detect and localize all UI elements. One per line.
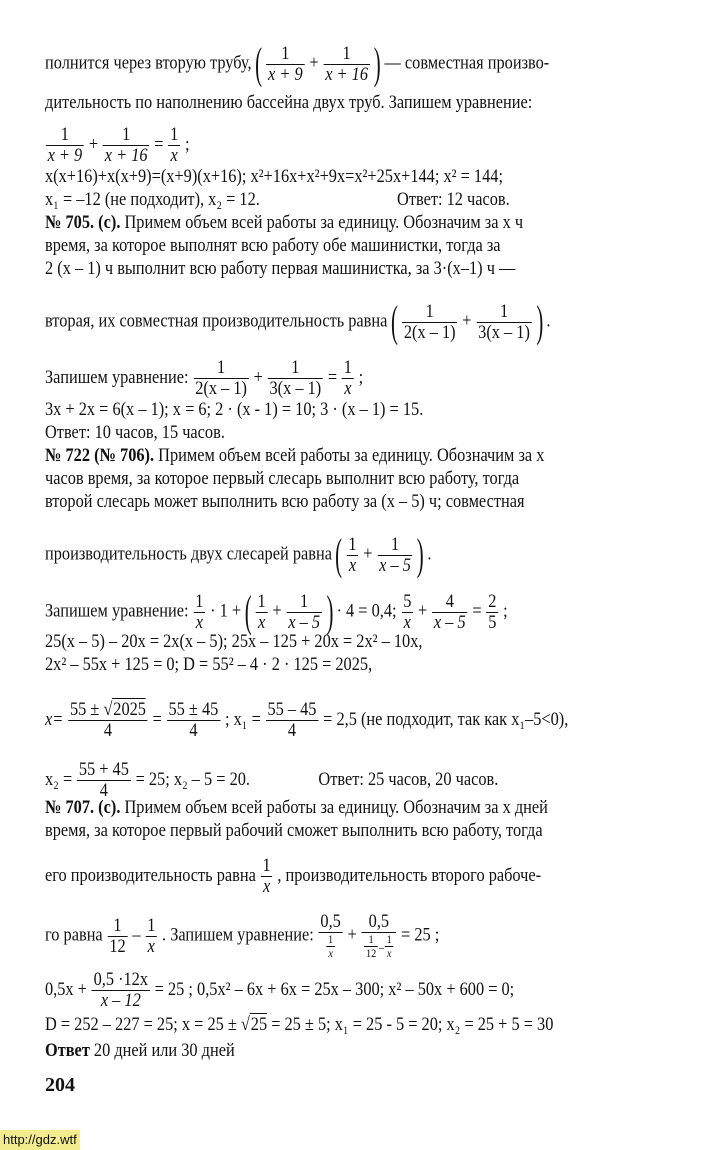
- text: x₂ =: [45, 768, 73, 790]
- text-line: [45, 654, 372, 676]
- operator: +: [88, 133, 99, 155]
- text: = 25 ;: [401, 924, 440, 946]
- answer: 20 дней или 30 дней: [89, 1040, 235, 1061]
- text: x=: [45, 708, 64, 730]
- numerator: 2: [488, 590, 497, 612]
- numerator: 0,5 ·12x: [93, 969, 149, 990]
- text: .: [546, 310, 551, 332]
- numerator: 1: [323, 44, 369, 65]
- operator: =: [327, 366, 338, 388]
- numerator: 1: [476, 302, 531, 323]
- text: = 25 ; 0,5x² – 6x + 6x = 25x – 300; x² – 50x + 600 = 0;: [154, 978, 515, 1000]
- text-line: [45, 399, 423, 421]
- left-paren: (: [335, 530, 343, 579]
- operator: +: [363, 543, 373, 565]
- left-paren: (: [390, 297, 398, 346]
- fraction: [145, 916, 157, 957]
- operator: +: [272, 600, 282, 622]
- numerator: 1: [343, 357, 352, 378]
- text: 2x² – 55x + 125 = 0; D = 55² – 4 · 2 · 125 = 2025,: [45, 654, 373, 675]
- denominator: 4: [103, 720, 113, 741]
- text: = 25 ± 5; x₁ = 25 - 5 = 20; x₂ = 25 + 5 = 30: [267, 1014, 554, 1035]
- fraction: [377, 535, 412, 576]
- numerator: 1: [268, 358, 323, 379]
- text: Запишем уравнение:: [45, 600, 189, 622]
- numerator: 1: [103, 125, 149, 146]
- sqrt-radicand: 2025: [113, 699, 146, 720]
- text-line: [45, 92, 532, 114]
- text-line: [45, 530, 432, 579]
- text-line: [45, 820, 543, 842]
- denominator: x – 5: [433, 611, 466, 633]
- denominator: 12: [109, 935, 126, 957]
- text: время, за которое выполнят всю работу обе машинистки, тогда за: [45, 235, 501, 256]
- text: Примем объем всей работы за единицу. Обозначим за x ч: [124, 212, 524, 233]
- fraction: [68, 700, 147, 741]
- denominator: 2(x – 1): [403, 321, 456, 343]
- answer-label: Ответ: [45, 1040, 90, 1061]
- numerator: 1: [364, 933, 378, 947]
- text: производительность двух слесарей равна: [45, 543, 332, 565]
- operator: +: [309, 52, 319, 74]
- text: его производительность равна: [45, 864, 256, 886]
- denominator: x + 16: [104, 145, 148, 166]
- equation-line: [45, 912, 439, 960]
- text: x(x+16)+x(x+9)=(x+9)(x+16); x²+16x+x²+9x=x²+25x+144; x² = 144;: [45, 166, 503, 187]
- denominator: x: [403, 611, 411, 633]
- fraction: [266, 700, 318, 741]
- text-line: [45, 445, 544, 467]
- text: Примем объем всей работы за единицу. Обозначим за x дней: [124, 797, 548, 818]
- numerator: 55 + 45: [78, 759, 129, 780]
- text: ;: [503, 600, 508, 622]
- text: x₁ = –12 (не подходит), x₂ = 12.: [45, 189, 260, 210]
- denominator: 12: [365, 946, 377, 960]
- fraction: [194, 358, 249, 399]
- numerator: 1: [348, 533, 357, 555]
- denominator: x: [386, 946, 392, 960]
- fraction: [347, 535, 359, 576]
- numerator: 0,5: [362, 912, 396, 933]
- text: = 2,5 (не подходит, так как x₁–5<0),: [323, 708, 569, 730]
- sqrt-radicand: 25: [250, 1014, 268, 1035]
- equation-line: [45, 760, 498, 801]
- answer: Ответ: 25 часов, 20 часов.: [318, 768, 499, 790]
- text: Запишем уравнение:: [45, 366, 189, 388]
- numerator: 1: [386, 932, 392, 946]
- text-line: [45, 39, 550, 88]
- denominator: x: [344, 378, 352, 399]
- denominator: x – 5: [288, 611, 321, 633]
- numerator: 1: [266, 44, 304, 65]
- text-line: [45, 212, 523, 234]
- numerator: 1: [402, 302, 457, 323]
- fraction: [168, 125, 180, 166]
- text: вторая, их совместная производительность равна: [45, 310, 388, 332]
- text: .: [427, 543, 432, 565]
- numerator: 1: [108, 916, 128, 937]
- operator: –: [378, 939, 385, 954]
- numerator: 1: [377, 535, 412, 556]
- right-paren: ): [416, 530, 424, 579]
- text: Примем объем всей работы за единицу. Обозначим за x: [158, 445, 545, 466]
- denominator: x – 5: [379, 554, 411, 576]
- numerator: 1: [287, 592, 322, 613]
- numerator: 55 ± 45: [168, 699, 219, 720]
- operator: +: [418, 600, 428, 622]
- text: 3x + 2x = 6(x – 1); x = 6; 2 · (x - 1) = 10; 3 · (x – 1) = 15.: [45, 399, 424, 420]
- left-paren: (: [255, 39, 262, 88]
- denominator: 4: [287, 720, 297, 741]
- fraction: [401, 592, 413, 633]
- numerator: 1: [257, 590, 266, 612]
- text-line: D = 252 – 227 = 25; x = 25 ± √25 = 25 ± 5; x₁ = 25 - 5 = 20; x₂ = 25 + 5 = 30: [45, 1014, 554, 1035]
- text: 2 (x – 1) ч выполнит всю работу первая машинистка, за 3·(x–1) ч —: [45, 258, 516, 279]
- denominator: x: [348, 554, 357, 576]
- text-line: [45, 491, 525, 513]
- denominator: x – 12: [100, 990, 141, 1011]
- text-line: [45, 631, 422, 653]
- equation-line: [45, 970, 514, 1011]
- denominator: x: [328, 946, 333, 960]
- numerator: 55 – 45: [267, 699, 317, 720]
- numerator: 55 ± √2025: [69, 699, 146, 720]
- fraction: [323, 44, 369, 85]
- text: часов время, за которое первый слесарь выполнит всю работу, тогда: [45, 468, 520, 489]
- right-paren: ): [326, 587, 334, 636]
- fraction: [268, 358, 323, 399]
- fraction: [261, 856, 273, 897]
- text: = 25; x₂ – 5 = 20.: [135, 768, 251, 790]
- left-paren: (: [244, 587, 252, 636]
- operator: +: [347, 924, 357, 946]
- text-line: [45, 468, 519, 490]
- numerator: 1: [262, 855, 271, 876]
- watermark-link[interactable]: http://gdz.wtf: [0, 1130, 80, 1150]
- answer: Ответ: 12 часов.: [397, 189, 510, 210]
- text: . Запишем уравнение:: [162, 924, 314, 946]
- problem-number: № 722 (№ 706).: [45, 445, 155, 466]
- fraction: [167, 700, 220, 741]
- fraction: [402, 302, 457, 343]
- denominator: 4: [99, 780, 108, 801]
- denominator: x: [147, 935, 155, 957]
- fraction: [326, 933, 335, 960]
- equation-line: [45, 125, 189, 166]
- numerator: 1: [328, 932, 334, 946]
- numerator: 1: [147, 914, 156, 936]
- fraction: [194, 592, 206, 633]
- denominator: x: [195, 611, 203, 633]
- text: · 4 = 0,4;: [336, 600, 397, 622]
- text: 0,5x +: [45, 978, 87, 1000]
- text: 25(x – 5) – 20x = 2x(x – 5); 25x – 125 + 20x = 2x² – 10x,: [45, 631, 423, 652]
- fraction: [319, 912, 343, 960]
- denominator: 3(x – 1): [478, 321, 530, 343]
- text: ;: [358, 366, 364, 388]
- fraction: [287, 592, 322, 633]
- fraction: [385, 933, 394, 960]
- fraction: [487, 592, 499, 633]
- right-paren: ): [374, 39, 381, 88]
- problem-number: № 707. (с).: [45, 797, 121, 818]
- text: D = 252 – 227 = 25; x = 25 ±: [45, 1014, 241, 1035]
- operator: · 1 +: [210, 600, 242, 622]
- page-number: 204: [45, 1074, 75, 1096]
- operator: =: [154, 133, 164, 155]
- operator: +: [462, 310, 472, 332]
- text-line: [45, 856, 541, 897]
- text-line: [45, 1040, 235, 1062]
- numerator: 4: [432, 592, 467, 613]
- denominator: x + 16: [325, 63, 368, 85]
- fraction: [342, 358, 354, 399]
- text-line: [45, 422, 225, 444]
- text: полнится через вторую трубу,: [45, 52, 252, 74]
- numerator: 1: [194, 358, 249, 379]
- text-line: [45, 235, 501, 257]
- text-line: [45, 297, 551, 346]
- text-line: [45, 797, 548, 819]
- fraction: [256, 592, 268, 633]
- text-line: [45, 189, 510, 211]
- text: — совместная произво-: [384, 52, 550, 74]
- fraction: [103, 125, 149, 166]
- equation-line: [45, 358, 363, 399]
- operator: –: [132, 924, 141, 946]
- text: ;: [184, 133, 190, 155]
- numerator: 1: [195, 590, 204, 612]
- text: го равна: [45, 924, 103, 946]
- numerator: 1: [46, 125, 84, 146]
- answer: Ответ: 10 часов, 15 часов.: [45, 422, 225, 443]
- numerator: 5: [403, 590, 412, 612]
- denominator: [362, 933, 396, 960]
- problem-number: № 705. (с).: [45, 212, 121, 233]
- text-line: [45, 166, 503, 188]
- equation-line: [45, 700, 568, 741]
- text: второй слесарь может выполнить всю работу за (x – 5) ч; совместная: [45, 491, 525, 512]
- denominator: x + 9: [47, 145, 83, 166]
- equation-line: [45, 587, 508, 636]
- text-line: [45, 258, 515, 280]
- fraction: [432, 592, 467, 633]
- fraction: [266, 44, 304, 85]
- text: 55 ±: [69, 699, 104, 720]
- text: ; x₁ =: [224, 708, 261, 730]
- denominator: 2(x – 1): [195, 378, 247, 399]
- fraction: [362, 912, 396, 960]
- fraction: [92, 970, 150, 1011]
- denominator: 3(x – 1): [269, 378, 322, 399]
- denominator: [319, 933, 343, 960]
- right-paren: ): [535, 297, 543, 346]
- fraction: [46, 125, 84, 166]
- denominator: 4: [189, 720, 198, 741]
- fraction: [108, 916, 128, 957]
- text: дительность по наполнению бассейна двух труб. Запишем уравнение:: [45, 92, 533, 113]
- denominator: x + 9: [268, 63, 303, 85]
- numerator: 0,5: [320, 911, 341, 932]
- fraction: [476, 302, 531, 343]
- operator: +: [253, 366, 263, 388]
- text: , производительность второго рабоче-: [277, 864, 542, 886]
- numerator: 1: [170, 124, 179, 145]
- denominator: x: [170, 145, 178, 166]
- operator: =: [152, 708, 162, 730]
- fraction: [364, 933, 378, 960]
- denominator: x: [262, 876, 271, 897]
- denominator: 5: [488, 611, 497, 633]
- denominator: x: [257, 611, 266, 633]
- operator: =: [472, 600, 482, 622]
- text: время, за которое первый рабочий сможет выполнить всю работу, тогда: [45, 820, 543, 841]
- fraction: [77, 760, 131, 801]
